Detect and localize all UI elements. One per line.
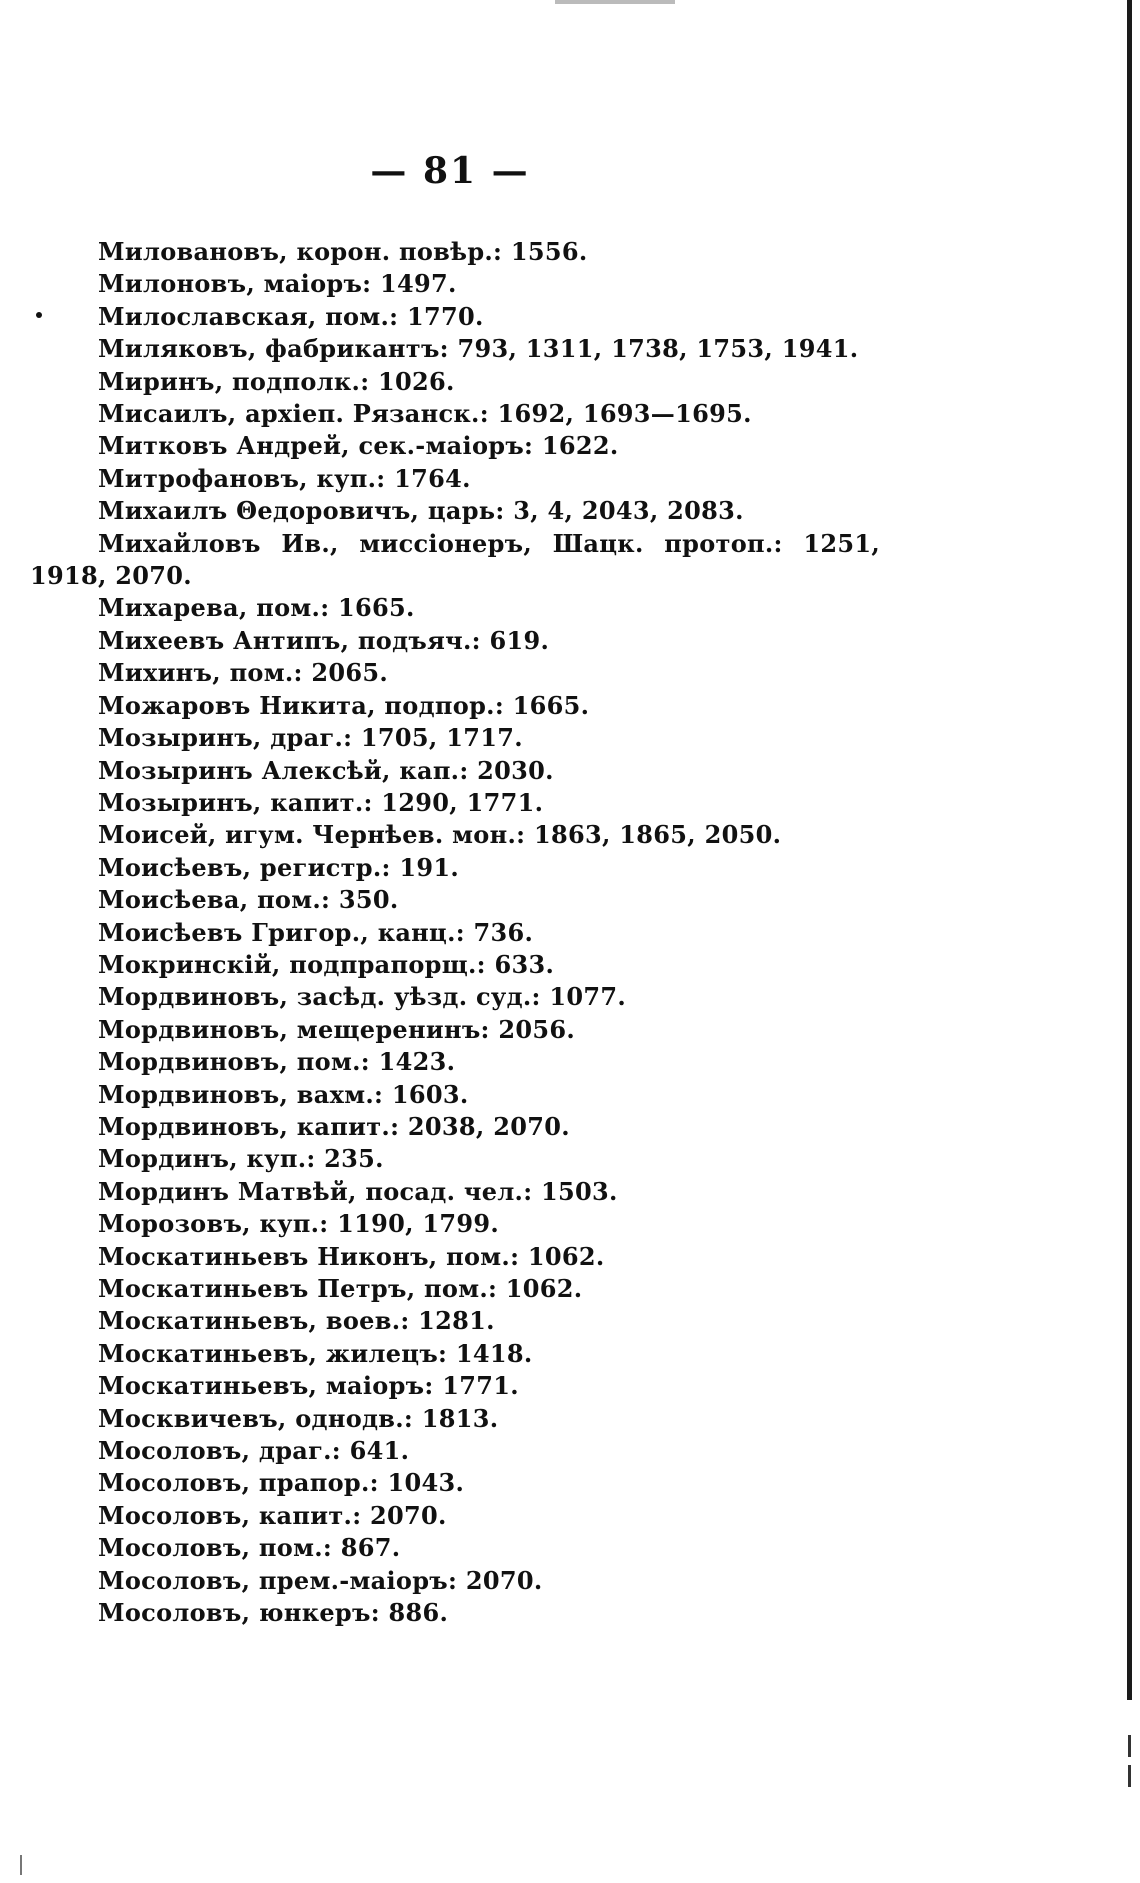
index-entry: Михеевъ Антипъ, подъяч.: 619. — [98, 625, 550, 655]
index-entry: Мордвиновъ, вахм.: 1603. — [98, 1079, 469, 1109]
index-entry: Мозыринъ, драг.: 1705, 1717. — [98, 723, 523, 753]
index-entry: Мордвиновъ, капит.: 2038, 2070. — [98, 1111, 570, 1141]
index-entry: Москвичевъ, однодв.: 1813. — [98, 1403, 499, 1433]
index-entry: Мозыринъ Алексѣй, кап.: 2030. — [98, 755, 554, 785]
index-entry: Моисѣевъ Григор., канц.: 736. — [98, 917, 534, 947]
index-entry: Морозовъ, куп.: 1190, 1799. — [98, 1209, 500, 1239]
page-edge — [1127, 0, 1132, 1700]
index-entry: Мосоловъ, драг.: 641. — [98, 1436, 410, 1466]
index-entry: Москатиньевъ, маіоръ: 1771. — [98, 1371, 519, 1401]
index-entry: Можаровъ Никита, подпор.: 1665. — [98, 690, 590, 720]
index-entry: Мосоловъ, юнкеръ: 886. — [98, 1598, 449, 1628]
index-entry: Миринъ, подполк.: 1026. — [98, 366, 455, 396]
index-entries — [30, 236, 880, 1629]
page-edge-mark — [1128, 1765, 1131, 1787]
index-entry: Мосоловъ, прапор.: 1043. — [98, 1468, 465, 1498]
index-entry: Мординъ, куп.: 235. — [98, 1144, 384, 1174]
index-entry: Мосоловъ, пом.: 867. — [98, 1533, 401, 1563]
margin-mark — [20, 1855, 22, 1875]
index-entry: Михайловъ Ив., миссіонеръ, Шацк. протоп.: 1251, 1918, 2070. — [30, 528, 880, 591]
index-entry: Мокринскій, подпрапорщ.: 633. — [98, 949, 555, 979]
index-entry: Москатиньевъ, воев.: 1281. — [98, 1306, 495, 1336]
index-entry: Моисѣевъ, регистр.: 191. — [98, 852, 459, 882]
index-entry: Миловановъ, корон. повѣр.: 1556. — [98, 237, 588, 266]
index-entry: Милославская, пом.: 1770. — [98, 301, 484, 331]
index-entry: Мординъ Матвѣй, посад. чел.: 1503. — [98, 1176, 618, 1206]
index-entry: Моисей, игум. Чернѣев. мон.: 1863, 1865, 2050. — [98, 820, 782, 850]
index-entry: Мордвиновъ, пом.: 1423. — [98, 1047, 456, 1077]
index-entry: Митковъ Андрей, сек.-маіоръ: 1622. — [98, 431, 619, 461]
index-entry: Москатиньевъ Петръ, пом.: 1062. — [98, 1274, 583, 1303]
index-entry: Мозыринъ, капит.: 1290, 1771. — [98, 787, 544, 817]
index-entry: Москатиньевъ, жилецъ: 1418. — [98, 1338, 533, 1368]
index-entry: Моисѣева, пом.: 350. — [98, 885, 399, 915]
index-entry: Михаилъ Θедоровичъ, царь: 3, 4, 2043, 2083. — [98, 496, 744, 526]
index-entry: Москатиньевъ Никонъ, пом.: 1062. — [98, 1241, 605, 1271]
index-entry: Мордвиновъ, мещеренинъ: 2056. — [98, 1014, 576, 1044]
index-entry: Михинъ, пом.: 2065. — [98, 658, 389, 688]
index-entry: Милоновъ, маіоръ: 1497. — [98, 269, 457, 299]
index-entry: Мосоловъ, капит.: 2070. — [98, 1500, 447, 1530]
index-entry: Митрофановъ, куп.: 1764. — [98, 463, 471, 493]
index-entry: Миляковъ, фабрикантъ: 793, 1311, 1738, 1753, 1941. — [98, 334, 859, 364]
index-entry: Михарева, пом.: 1665. — [98, 593, 415, 623]
page-edge-mark — [1128, 1735, 1131, 1757]
index-entry: Мисаилъ, архіеп. Рязанск.: 1692, 1693—1695. — [98, 399, 752, 429]
index-entry: Мосоловъ, прем.-маіоръ: 2070. — [98, 1565, 543, 1595]
top-rule — [555, 0, 675, 4]
index-entry: Мордвиновъ, засѣд. уѣзд. суд.: 1077. — [98, 982, 627, 1012]
page-number: — 81 — — [370, 150, 530, 192]
